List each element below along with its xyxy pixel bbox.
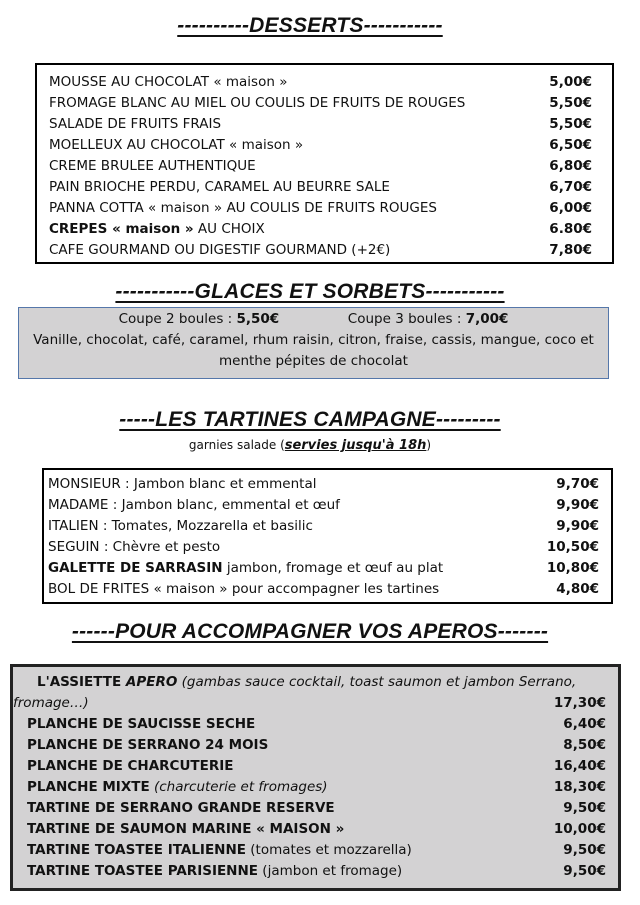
menu-item: [49, 114, 592, 135]
item-title: TARTINE TOASTEE PARISIENNE: [27, 863, 259, 879]
item-name: [17, 714, 255, 735]
menu-item: [17, 777, 606, 798]
assiette-apero-cont: fromage…) 17,30€: [13, 695, 606, 711]
item-description: PANNA COTTA « maison » AU COULIS DE FRUITS ROUGES: [49, 200, 437, 216]
item-price: 5,50€: [549, 95, 592, 111]
menu-item: [48, 558, 599, 579]
glaces-box: [18, 307, 609, 379]
menu-item: [48, 537, 599, 558]
item-name: [49, 240, 390, 261]
item-price: 4,80€: [556, 581, 599, 597]
menu-item: [48, 474, 599, 495]
item-name: [17, 798, 335, 819]
item-description: jambon, fromage et œuf au plat: [222, 560, 444, 576]
item-title: GALETTE DE SARRASIN: [48, 560, 223, 576]
item-price: 9,50€: [563, 842, 606, 858]
item-title: PLANCHE DE SERRANO 24 MOIS: [27, 737, 269, 753]
aperos-title: ------POUR ACCOMPAGNER VOS APEROS-------: [71, 620, 549, 643]
item-title: TARTINE TOASTEE ITALIENNE: [27, 842, 246, 858]
item-name: [17, 840, 412, 861]
item-name: [17, 756, 234, 777]
item-name: [49, 156, 256, 177]
item-name: [49, 72, 287, 93]
item-description: SALADE DE FRUITS FRAIS: [49, 116, 222, 132]
item-description: BOL DE FRITES « maison » pour accompagner les tartines: [48, 581, 440, 597]
item-price: 9,50€: [563, 863, 606, 879]
menu-item: [49, 219, 592, 240]
item-name: [49, 198, 437, 219]
item-price: 10,00€: [553, 821, 606, 837]
item-price: 5,50€: [549, 116, 592, 132]
item-title: PLANCHE MIXTE: [27, 779, 150, 795]
menu-item: [49, 135, 592, 156]
item-price: 7,80€: [549, 242, 592, 258]
aperos-list: [10, 664, 621, 891]
desserts-list: [35, 63, 614, 264]
item-price: 9,90€: [556, 497, 599, 513]
coupe2-price: 5,50€: [236, 311, 280, 327]
item-price: 6,40€: [563, 716, 606, 732]
item-price: 6,00€: [549, 200, 592, 216]
item-price: 10,50€: [546, 539, 599, 555]
item-title: TARTINE DE SERRANO GRANDE RESERVE: [27, 800, 335, 816]
coupes-line: Coupe 2 boules : 5,50€ Coupe 3 boules : 7,00€: [118, 311, 509, 327]
item-description: CAFE GOURMAND OU DIGESTIF GOURMAND (+2€): [49, 242, 391, 258]
item-price: 9,70€: [556, 476, 599, 492]
menu-item: [49, 240, 592, 261]
item-price: 9,90€: [556, 518, 599, 534]
item-price: 10,80€: [546, 560, 599, 576]
item-description: PAIN BRIOCHE PERDU, CARAMEL AU BEURRE SALE: [49, 179, 390, 195]
item-name: [17, 861, 402, 882]
glaces-title: -----------GLACES ET SORBETS-----------: [115, 280, 505, 303]
item-name: [49, 177, 390, 198]
item-description: FROMAGE BLANC AU MIEL OU COULIS DE FRUITS DE ROUGES: [49, 95, 466, 111]
tartines-list: [42, 468, 613, 604]
item-description: SEGUIN : Chèvre et pesto: [48, 539, 221, 555]
item-name: [48, 579, 439, 600]
coupe3-price: 7,00€: [465, 311, 509, 327]
item-title: PLANCHE DE CHARCUTERIE: [27, 758, 234, 774]
menu-item: [49, 156, 592, 177]
flavors: Vanille, chocolat, café, caramel, rhum raisin, citron, fraise, cassis, mangue, coco et menthe pépites de chocolat: [33, 332, 594, 369]
item-price: 5,00€: [549, 74, 592, 90]
menu-item: [17, 819, 606, 840]
item-title: TARTINE DE SAUMON MARINE « MAISON »: [27, 821, 345, 837]
item-price: 8,50€: [563, 737, 606, 753]
item-name: [48, 516, 313, 537]
menu-item: [49, 198, 592, 219]
menu-item: [48, 579, 599, 600]
item-price: 6,80€: [549, 158, 592, 174]
item-title: PLANCHE DE SAUCISSE SECHE: [27, 716, 256, 732]
item-name: [48, 474, 316, 495]
menu-item: [17, 756, 606, 777]
menu-item: [49, 177, 592, 198]
item-description: MOUSSE AU CHOCOLAT « maison »: [49, 74, 288, 90]
item-name: [17, 777, 328, 798]
item-price: 6.80€: [549, 221, 592, 237]
menu-item: [48, 495, 599, 516]
menu-item: [17, 735, 606, 756]
menu-item: [17, 861, 606, 882]
item-description: ITALIEN : Tomates, Mozzarella et basilic: [48, 518, 313, 534]
item-name: [49, 135, 303, 156]
desserts-title: ----------DESSERTS-----------: [177, 14, 443, 37]
menu-item: [49, 93, 592, 114]
menu-item: [17, 840, 606, 861]
assiette-apero: L'ASSIETTE APERO (gambas sauce cocktail, toast saumon et jambon Serrano,: [37, 674, 577, 690]
tartines-subtitle: garnies salade (servies jusqu'à 18h): [188, 438, 432, 453]
item-description: MADAME : Jambon blanc, emmental et œuf: [48, 497, 340, 513]
item-price: 18,30€: [553, 779, 606, 795]
item-name: [17, 819, 344, 840]
menu-item: [48, 516, 599, 537]
item-description: (jambon et fromage): [258, 863, 403, 879]
item-description: (charcuterie et fromages): [149, 779, 328, 795]
item-description: (tomates et mozzarella): [246, 842, 412, 858]
item-price: 16,40€: [553, 758, 606, 774]
item-name: [48, 558, 443, 579]
menu-item: [49, 72, 592, 93]
item-name: [49, 219, 265, 240]
item-name: [49, 114, 221, 135]
item-description: MONSIEUR : Jambon blanc et emmental: [48, 476, 317, 492]
item-price: 9,50€: [563, 800, 606, 816]
menu-item: [17, 714, 606, 735]
item-name: [17, 735, 268, 756]
item-description: CREME BRULEE AUTHENTIQUE: [49, 158, 256, 174]
item-description: AU CHOIX: [193, 221, 265, 237]
item-price: 6,50€: [549, 137, 592, 153]
item-name: [48, 537, 220, 558]
tartines-title: -----LES TARTINES CAMPAGNE---------: [119, 408, 501, 431]
item-price: 6,70€: [549, 179, 592, 195]
item-description: MOELLEUX AU CHOCOLAT « maison »: [49, 137, 304, 153]
item-name: [49, 93, 465, 114]
item-name: [48, 495, 340, 516]
item-title: CREPES « maison »: [49, 221, 194, 237]
menu-item: [17, 798, 606, 819]
